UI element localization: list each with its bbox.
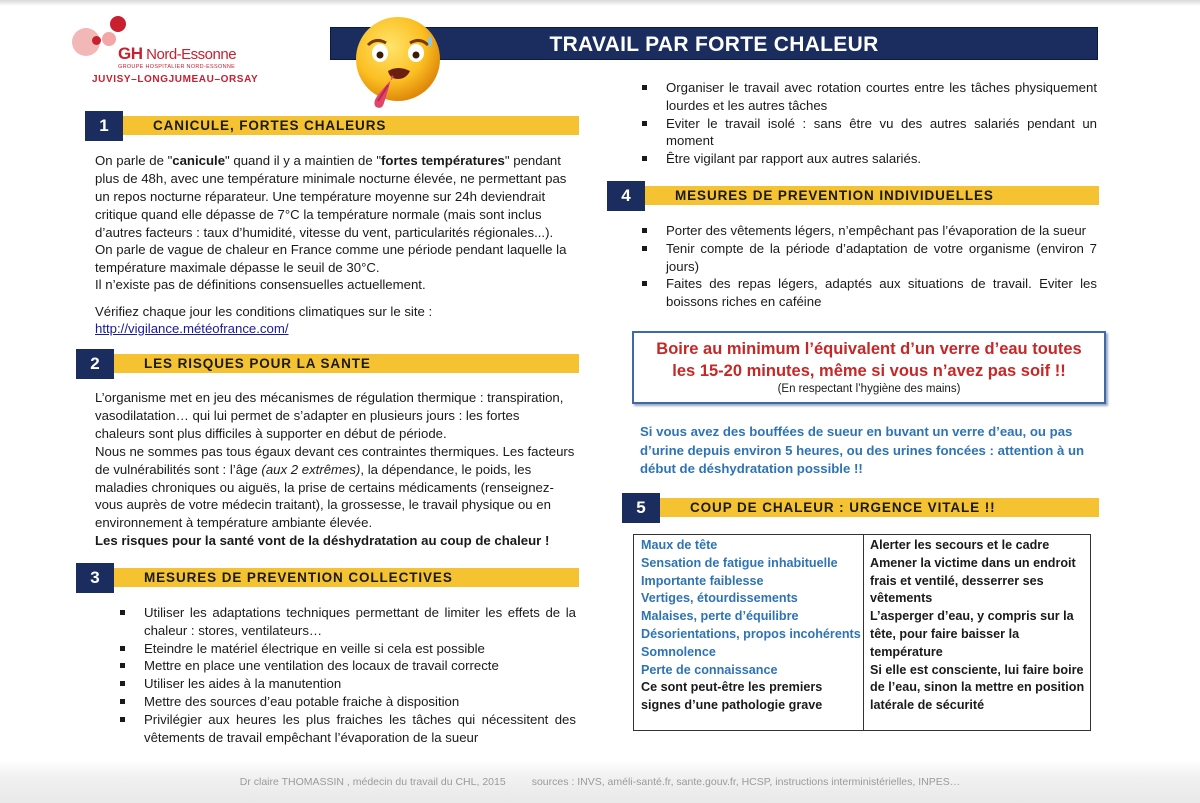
s2-line: vous auprès de votre médecin traitant), la grossesse, le travail physique ou en [95,497,551,512]
s1-line: plus de 48h, avec une température minimale nocturne élevée, ne permettant pas [95,171,567,186]
section-5-header [622,493,1099,523]
section-1-header [85,111,579,141]
symptom-item: Importante faiblesse [641,573,764,588]
list-item: Faites des repas légers, adaptés aux situations de travail. Eviter les boissons riches en caféine [640,275,1097,311]
list-item: Mettre des sources d’eau potable fraiche à disposition [118,693,576,711]
symptom-item: Désorientations, propos incohérents [641,626,861,641]
s1-line-1: On parle de "canicule" quand il y a maintien de "fortes températures" pendant [95,153,561,168]
symptom-item: Somnolence [641,644,716,659]
hydration-callout [632,331,1106,404]
s2-line: environnement à température ambiante élevée. [95,515,373,530]
logo-cities: JUVISY–LONGJUMEAU–ORSAY [92,74,259,85]
section-title: COUP DE CHALEUR : URGENCE VITALE !! [690,500,996,515]
title-bar [330,27,1098,60]
list-item: Tenir compte de la période d’adaptation de votre organisme (environ 7 jours) [640,240,1097,276]
logo-group: GROUPE HOSPITALIER NORD-ESSONNE [118,64,236,70]
s2-bold-line: Les risques pour la santé vont de la déshydratation au coup de chaleur ! [95,533,550,548]
action-item: Si elle est consciente, lui faire boire de l’eau, sinon la mettre en position latérale de sécurité [870,662,1085,713]
section-title: LES RISQUES POUR LA SANTE [144,356,371,371]
logo-name: GH Nord-Essonne [118,44,237,63]
s2-line: Nous ne sommes pas tous égaux devant ces contraintes thermiques. Les facteurs [95,444,575,459]
individual-measures-list [640,222,1097,311]
section-title: MESURES DE PREVENTION COLLECTIVES [144,570,453,585]
logo-dot [92,36,101,45]
s2-line: maladies chroniques ou aiguës, la prise de certains médicaments (renseignez- [95,480,554,495]
s1-line: critique quand elle dépasse de 7°C la température normale (mais sont inclus [95,207,542,222]
s2-line: de vulnérabilités sont : l’âge (aux 2 extrêmes), la dépendance, le poids, les [95,462,532,477]
list-item: Être vigilant par rapport aux autres salariés. [640,150,1097,168]
section-header-bar [652,498,1099,517]
table-divider [863,535,864,730]
section-3-header [76,563,579,593]
section-number: 5 [622,493,660,523]
symptoms-column [641,537,861,715]
section-number: 3 [76,563,114,593]
overheated-face-icon [348,15,442,111]
list-item: Eteindre le matériel électrique en veille si cela est possible [118,640,576,658]
symptoms-note: Ce sont peut-être les premiers signes d’une pathologie grave [641,680,823,713]
list-item: Utiliser les adaptations techniques permettant de limiter les effets de la chaleur : stores, ventilateurs… [118,604,576,640]
s1-line: température maximale dépasse le seuil de 30°C. [95,260,380,275]
s1-line: un repos nocturne réparateur. Une température moyenne sur 24h deviendrait [95,189,546,204]
page-title: TRAVAIL PAR FORTE CHALEUR [549,33,879,56]
collective-measures-list-continued [640,79,1097,168]
section-title: CANICULE, FORTES CHALEURS [153,118,387,133]
symptom-item: Maux de tête [641,538,718,552]
symptom-item: Malaises, perte d’équilibre [641,609,799,624]
section-number: 2 [76,349,114,379]
s1-line: Il n’existe pas de définitions consensuelles actuellement. [95,277,426,292]
s2-line: chaleurs sont plus difficiles à supporter en début de période. [95,426,447,441]
logo-dot [102,32,116,46]
action-item: Alerter les secours et le cadre [870,538,1050,552]
section-header-bar [115,116,579,135]
s2-line: vasodilatation… qui lui permet de s’adapter en plusieurs jours : les fortes [95,408,520,423]
list-item: Eviter le travail isolé : sans être vu des autres salariés pendant un moment [640,115,1097,151]
list-item: Privilégier aux heures les plus fraiches les tâches qui nécessitent des vêtements de travail empêchant l’évaporation de la sueur [118,711,576,747]
dehydration-warning: Si vous avez des bouffées de sueur en buvant un verre d’eau, ou pas d’urine depuis environ 5 heures, ou des urines foncées : attention à un début de déshydratation possible !! [640,424,1085,476]
logo-dot [110,16,126,32]
symptom-item: Sensation de fatigue inhabituelle [641,555,838,570]
section-number: 4 [607,181,645,211]
symptom-item: Vertiges, étourdissements [641,591,798,606]
callout-text: Boire au minimum l’équivalent d’un verre d’eau toutes les 15-20 minutes, même si vous n’avez pas soif !! [656,340,1082,380]
list-item: Porter des vêtements légers, n’empêchant pas l’évaporation de la sueur [640,222,1097,240]
s2-line: L’organisme met en jeu des mécanismes de régulation thermique : transpiration, [95,390,564,405]
section-title: MESURES DE PREVENTION INDIVIDUELLES [675,188,994,203]
section-header-bar [106,568,579,587]
symptom-item: Perte de connaissance [641,662,778,677]
action-item: Amener la victime dans un endroit frais et ventilé, desserrer ses vêtements [870,555,1076,606]
callout-subtext: (En respectant l’hygiène des mains) [777,383,961,395]
section-4-header [607,181,1099,211]
action-item: L’asperger d’eau, y compris sur la tête, pour faire baisser la température [870,609,1074,659]
s1-check-text: Vérifiez chaque jour les conditions climatiques sur le site : [95,304,433,319]
top-shadow [0,0,1200,6]
s1-line: On parle de vague de chaleur en France comme une période pendant laquelle la [95,242,567,257]
list-item: Organiser le travail avec rotation courtes entre les tâches physiquement lourdes et les autres tâches [640,79,1097,115]
s1-line: d’autres facteurs : taux d’humidité, vitesse du vent, particularités régionales...). [95,225,554,240]
section-header-bar [106,354,579,373]
list-item: Mettre en place une ventilation des locaux de travail correcte [118,657,576,675]
heatstroke-table [633,534,1091,731]
actions-column [870,537,1088,715]
footer-sources: sources : INVS, améli-santé.fr, sante.gouv.fr, HCSP, instructions interministérielles, INPES… [531,776,961,788]
vigilance-link[interactable]: http://vigilance.météofrance.com/ [95,321,289,336]
section-number: 1 [85,111,123,141]
list-item: Utiliser les aides à la manutention [118,675,576,693]
section-header-bar [637,186,1099,205]
hospital-logo [70,14,260,94]
footer [0,776,1200,788]
section-2-header [76,349,579,379]
collective-measures-list [118,604,576,746]
footer-author: Dr claire THOMASSIN , médecin du travail du CHL, 2015 [239,776,506,788]
